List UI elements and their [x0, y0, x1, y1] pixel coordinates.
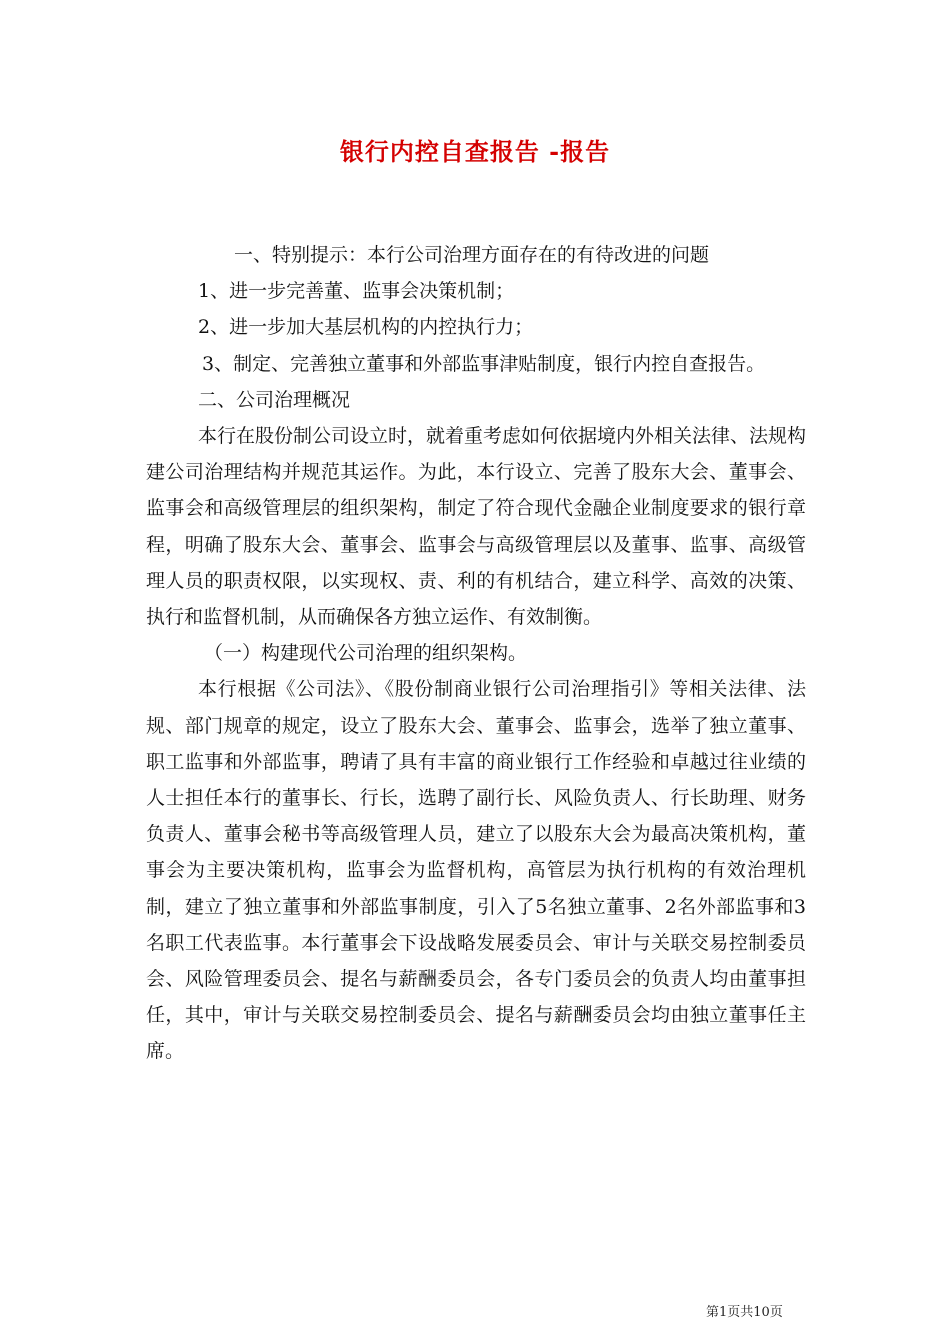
subsection-heading-structure: （一）构建现代公司治理的组织架构。: [204, 642, 528, 665]
document-body: [146, 237, 806, 1070]
paragraph-item-2: 2、进一步加大基层机构的内控执行力；: [198, 316, 534, 339]
document-title: 银行内控自查报告 -报告: [339, 137, 611, 166]
section-heading-governance: 二、公司治理概况: [198, 388, 351, 411]
page-number: 第1页共10页: [706, 1305, 783, 1320]
paragraph-structure-details: 本行根据《公司法》、《股份制商业银行公司治理指引》等相关法律、法规、部门规章的规定，设立了股东大会、董事会、监事会，选举了独立董事、职工监事和外部监事，聘请了具有丰富的商业银行工作经验和卓越过往业绩的人士担任本行的董事长、行长，选聘了副行长、风险负责人、行长助理、财务负责人、董事会秘书等高级管理人员，建立了以股东大会为最高决策机构，董事会为主要决策机构，监事会为监督机构，高管层为执行机构的有效治理机制，建立了独立董事和外部监事制度，引入了5名独立董事、2名外部监事和3名职工代表监事。本行董事会下设战略发展委员会、审计与关联交易控制委员会、风险管理委员会、提名与薪酬委员会，各专门委员会的负责人均由董事担任，其中，审计与关联交易控制委员会、提名与薪酬委员会均由独立董事任主席。: [146, 678, 806, 1063]
paragraph-item-3: 3、制定、完善独立董事和外部监事津贴制度，银行内控自查报告。: [202, 352, 766, 375]
paragraph-special-notice: 一、特别提示：本行公司治理方面存在的有待改进的问题: [234, 244, 710, 266]
paragraph-item-1: 1、进一步完善董、监事会决策机制；: [198, 280, 515, 303]
paragraph-governance-overview: 本行在股份制公司设立时，就着重考虑如何依据境内外相关法律、法规构建公司治理结构并规范其运作。为此，本行设立、完善了股东大会、董事会、监事会和高级管理层的组织架构，制定了符合现代金融企业制度要求的银行章程，明确了股东大会、董事会、监事会与高级管理层以及董事、监事、高级管理人员的职责权限，以实现权、责、利的有机结合，建立科学、高效的决策、执行和监督机制，从而确保各方独立运作、有效制衡。: [146, 425, 807, 629]
